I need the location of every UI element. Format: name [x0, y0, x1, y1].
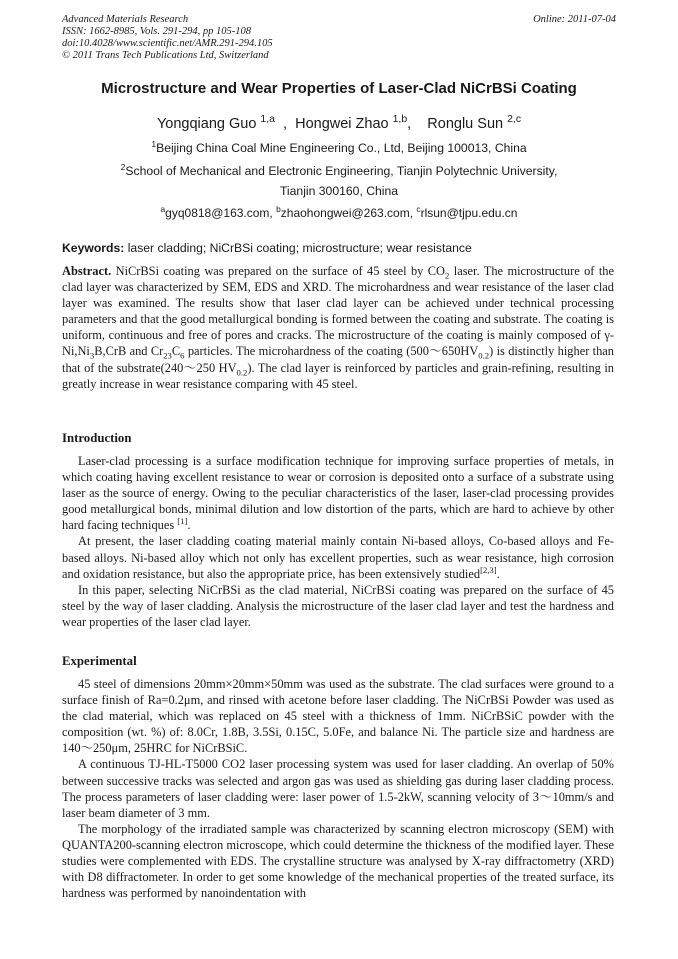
email-link: zhaohongwei@263.com, — [280, 206, 414, 220]
email-list: $^a$gyq0818@163.com, $^b$zhaohongwei@263.com, $^c$rlsun@tjpu.edu.cn — [160, 204, 518, 220]
copyright-line: © 2011 Trans Tech Publications Ltd, Switzerland — [62, 50, 269, 61]
section-heading-experimental: Experimental — [62, 654, 137, 668]
abstract: Abstract. NiCrBSi coating was prepared on the surface of 45 steel by $CO_2$ laser. The microstructure of the clad layer was characterized by SEM, EDS and XRD. The microhardness and wear resistance of the laser clad layer was examined. The results show that laser clad layer can be achieved under technical processing parameters and that the good metallurgical bonding is formed between the coating and substrate. The coating is uniform, continuous and free of pores and cracks. The microstructure of the coating is mainly composed of $\gamma-Ni,Ni_3B,CrB$ and $Cr_{23}C_6$ particles. The microhardness of the coating $(500\sim 650HV_{0.2})$ is distinctly higher than that of the substrate(240～250 $HV_{0.2}$). The clad layer is reinforced by particles and grain-refining, resulting in greatly increase in wear resistance comparing with 45 steel. — [62, 264, 614, 391]
keywords — [62, 241, 618, 255]
issn-line: ISSN: 1662-8985, Vols. 291-294, pp 105-108 — [62, 26, 251, 37]
experimental-body — [62, 676, 614, 901]
keywords-text: laser cladding; NiCrBSi coating; microstructure; wear resistance — [127, 241, 472, 255]
affiliation-2-city: Tianjin 300160, China — [279, 184, 399, 198]
running-header — [62, 14, 273, 62]
paragraph: Laser-clad processing is a surface modification technique for improving surface properties of metals, in which coating having excellent resistance to wear or corrosion is deposited onto a surface of a substrate using laser as the source of energy. Owing to the peculiar characteristics of the laser, laser-clad processing provides good metallurgical bonds, minimal dilution and low distortion of the parts, which are hard to achieve by other hard facing techniques [1]. — [62, 454, 614, 533]
online-date: Online: 2011-07-04 — [533, 14, 616, 25]
author-affiliation-mark: 2,c — [507, 114, 522, 126]
author-list: Yongqiang Guo $^{1,a}$ , Hongwei Zhao $^{1,b}$, Ronglu Sun $^{2,c}$ — [156, 114, 522, 132]
author-name: Yongqiang Guo — [156, 116, 257, 132]
citation: [2,3] — [480, 564, 497, 575]
keywords-label: Keywords: — [62, 241, 125, 255]
citation: [1] — [177, 516, 188, 527]
author-affiliation-mark: 1,a — [260, 114, 275, 126]
paragraph: 45 steel of dimensions 20mm×20mm×50mm was used as the substrate. The clad surfaces were ground to a surface finish of Ra=0.2μm, and rinsed with acetone before laser cladding. The NiCrBSi Powder was used as the clad material, which was replaced on 45 steel with a thickness of 1mm. NiCrBSiC powder with the composition (wt. %) of: 8.0Cr, 1.8B, 3.5Si, 0.15C, 5.0Fe, and balance Ni. The particle size and hardness are 140～250μm, 25HRC for NiCrBSiC. — [62, 677, 614, 756]
paragraph: In this paper, selecting NiCrBSi as the clad material, NiCrBSi coating was prepared on the surface of 45 steel by the way of laser cladding. Analysis the microstructure of the laser clad layer and test the hardness and wear properties of the laser clad layer. — [62, 582, 614, 629]
affiliation-2: $^2$School of Mechanical and Electronic Engineering, Tianjin Polytechnic University, — [120, 161, 558, 178]
doi-line: doi:10.4028/www.scientific.net/AMR.291-294.105 — [62, 38, 273, 49]
paper-title: Microstructure and Wear Properties of Laser-Clad NiCrBSi Coating — [101, 80, 577, 97]
author-affiliation-mark: 1,b — [392, 114, 408, 126]
paragraph: At present, the laser cladding coating material mainly contain Ni-based alloys, Co-based alloys and Fe-based alloys. Ni-based alloy which not only has excellent properties, such as wear resistance, high corrosion and oxidation resistance, but also the appropriate price, has been extensively studied[2,3]. — [62, 534, 614, 581]
abstract-label: Abstract. — [62, 264, 112, 278]
email-link: rlsun@tjpu.edu.cn — [420, 206, 518, 220]
section-heading-introduction: Introduction — [62, 431, 132, 445]
paragraph: A continuous TJ-HL-T5000 CO2 laser processing system was used for laser cladding. An overlap of 50% between successive tracks was selected and argon gas was used as shielding gas during laser cladding process. The process parameters of laser cladding were: laser power of 1.5-2kW, scanning velocity of 3～10mm/s and laser beam diameter of 3 mm. — [62, 757, 614, 820]
email-link: gyq0818@163.com, — [165, 206, 273, 220]
affiliation-1: $^1$Beijing China Coal Mine Engineering Co., Ltd, Beijing 100013, China — [151, 138, 527, 155]
journal-name: Advanced Materials Research — [62, 14, 189, 25]
paragraph: The morphology of the irradiated sample was characterized by scanning electron microscopy (SEM) with QUANTA200-scanning electron microscope, which could determine the thickness of the modified layer. These studies were complemented with EDS. The crystalline structure was analysed by X-ray diffractometry (XRD) with D8 diffractometer. In order to get some knowledge of the mechanical properties of the treated surface, its hardness was performed by nanoindentation with — [62, 821, 614, 901]
author-name: Hongwei Zhao — [295, 116, 389, 132]
introduction-body — [62, 453, 614, 630]
author-name: Ronglu Sun — [427, 116, 504, 132]
